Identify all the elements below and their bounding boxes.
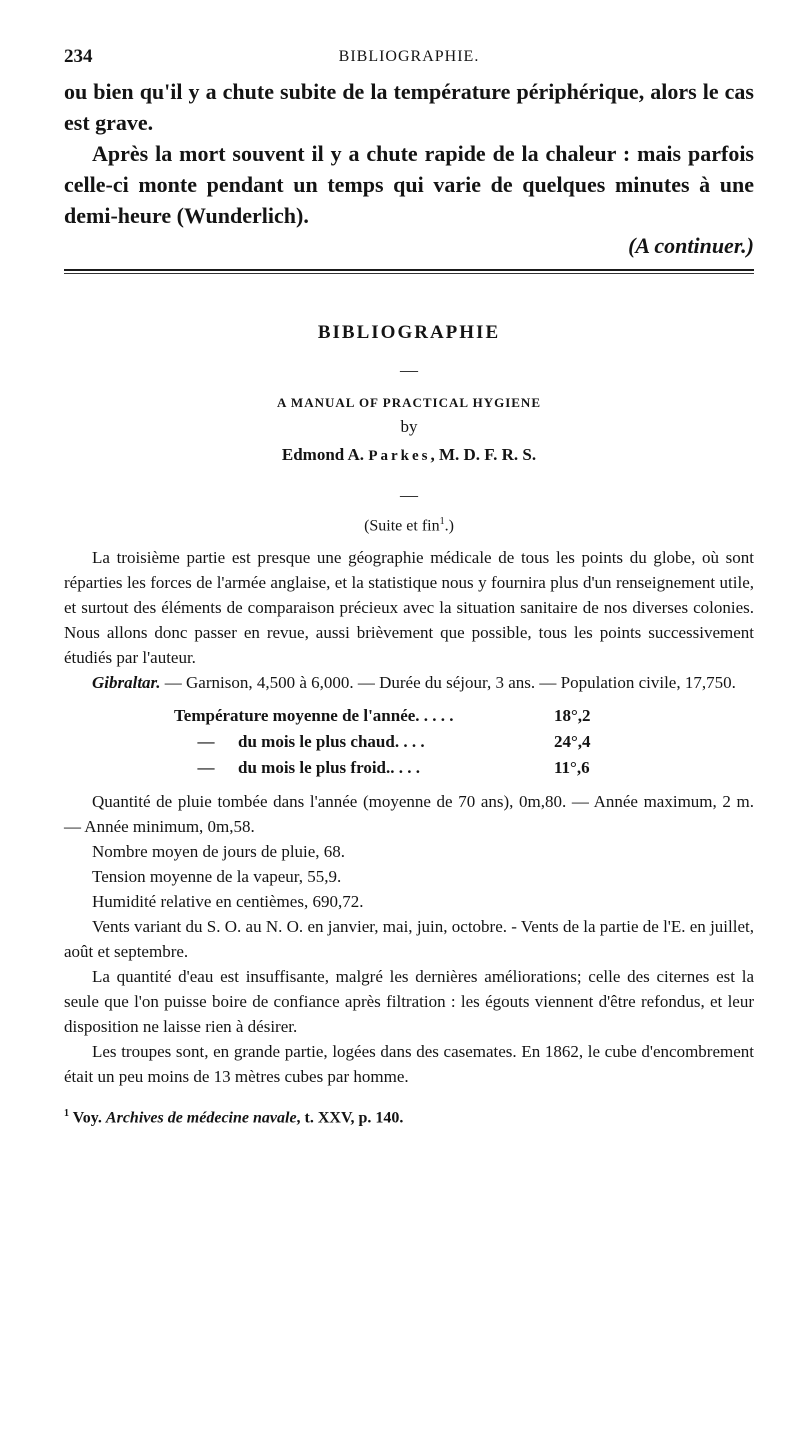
- running-head: [64, 46, 754, 76]
- footnote-post: , t. XXV, p. 140.: [296, 1109, 404, 1127]
- paragraph-winds: Vents variant du S. O. au N. O. en janvier, mai, juin, octobre. - Vents de la partie de l'E. en juillet, août et septembre.: [64, 917, 754, 962]
- paragraph-top-1: ou bien qu'il y a chute subite de la température périphérique, alors le cas est grave.: [64, 79, 754, 135]
- author-credentials: , M. D. F. R. S.: [430, 445, 537, 464]
- author-dash: —: [400, 485, 418, 505]
- paragraph-water: La quantité d'eau est insuffisante, malgré les dernières améliorations; celle des citernes est la seule que l'on puisse boire de confiance après filtration : les égouts viennent d'être refondus, et leur disposition ne laisse rien à désirer.: [64, 967, 754, 1037]
- temperature-value: 11°,6: [554, 758, 590, 778]
- suite-text: (Suite et fin: [364, 517, 440, 535]
- section-rule-thin: [64, 273, 754, 274]
- temperature-value: 18°,2: [554, 706, 591, 726]
- paragraph-troops: Les troupes sont, en grande partie, logées dans des casemates. En 1862, le cube d'encombrement était un peu moins de 13 mètres cubes par homme.: [64, 1042, 754, 1087]
- temperature-label: Température moyenne de l'année. . . . .: [174, 706, 454, 726]
- temperature-row: [174, 729, 654, 755]
- suite-footnote-mark: 1: [439, 516, 445, 527]
- paragraph-rain: Quantité de pluie tombée dans l'année (moyenne de 70 ans), 0m,80. — Année maximum, 2 m. — Année minimum, 0m,58.: [64, 792, 754, 837]
- gibraltar-label: Gibraltar.: [92, 673, 161, 693]
- temperature-row: [174, 755, 654, 781]
- temperature-label: [174, 729, 554, 755]
- footnote: [64, 1103, 754, 1129]
- running-title: BIBLIOGRAPHIE.: [338, 48, 480, 65]
- gibraltar-text: — Garnison, 4,500 à 6,000. — Durée du séjour, 3 ans. — Population civile, 17,750.: [160, 673, 736, 693]
- paragraph-intro: La troisième partie est presque une géographie médicale de tous les points du globe, où sont réparties les forces de l'armée anglaise, et la statistique nous y fournira plus d'un renseignement utile, et surtout des éléments de comparaison précieux avec la situation sanitaire de nos diverses colonies. Nous allons donc passer en revue, aussi brièvement que possible, tous les points successivement étudiés par l'auteur.: [64, 548, 754, 668]
- book-title: A MANUAL OF PRACTICAL HYGIENE: [277, 395, 541, 410]
- body-text: [64, 545, 754, 1089]
- paragraph-vapour: Tension moyenne de la vapeur, 55,9.: [92, 867, 342, 887]
- temperature-label-text: du mois le plus chaud. . . .: [238, 732, 425, 752]
- ditto-dash: —: [197, 732, 215, 752]
- page: [64, 46, 754, 1130]
- paragraph-humidity: Humidité relative en centièmes, 690,72.: [92, 892, 364, 912]
- temperature-label-text: du mois le plus froid.. . . .: [238, 758, 421, 778]
- footnote-mark: 1: [64, 1108, 69, 1120]
- temperature-row: [174, 703, 654, 729]
- paragraph-top-2-text: Après la mort souvent il y a chute rapide de la chaleur : mais parfois celle-ci monte pendant un temps qui varie de quelques minutes à une demi-heure (Wunderlich).: [64, 141, 754, 228]
- temperature-label: [174, 755, 554, 781]
- a-continuer: [64, 231, 754, 261]
- author-surname: Parkes: [368, 448, 431, 464]
- author-line: [64, 445, 754, 465]
- temperature-value: 24°,4: [554, 732, 591, 752]
- ditto-dash: —: [197, 758, 215, 778]
- page-number: 234: [64, 46, 93, 67]
- paragraph-top-2: [64, 138, 754, 231]
- suite-et-fin: [64, 516, 754, 535]
- paragraph-rain-days: Nombre moyen de jours de pluie, 68.: [92, 842, 346, 862]
- author-first: Edmond A.: [281, 445, 369, 464]
- a-continuer-text: (A continuer.): [628, 233, 754, 258]
- section-rule: [64, 269, 754, 271]
- footnote-journal: Archives de médecine navale: [105, 1109, 297, 1127]
- by-line: by: [400, 417, 418, 436]
- section-title: BIBLIOGRAPHIE: [317, 322, 501, 343]
- footnote-pre: Voy.: [69, 1109, 106, 1127]
- paragraph-gibraltar: [64, 670, 754, 695]
- suite-end: .): [444, 517, 454, 535]
- section-dash: —: [400, 360, 418, 380]
- temperature-table: [174, 703, 654, 781]
